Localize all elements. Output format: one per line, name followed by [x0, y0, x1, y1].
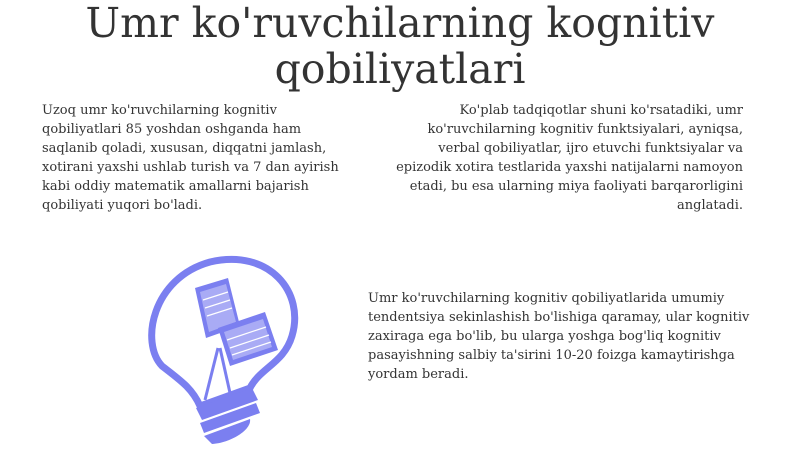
lightbulb-book-icon — [100, 248, 310, 448]
paragraph-right: Ko'plab tadqiqotlar shuni ko'rsatadiki, umr ko'ruvchilarning kognitiv funktsiyalari, ayniqsa, verbal qobiliyatlar, ijro etuvchi funktsiyalar va epizodik xotira testlarida yaxshi natijalarni namoyon etadi, bu esa ularning miya faoliyati barqarorligini anglatadi. — [396, 103, 743, 213]
paragraph-bottom: Umr ko'ruvchilarning kognitiv qobiliyatlarida umumiy tendentsiya sekinlashish bo'lishiga qaramay, ular kognitiv zaxiraga ega bo'lib, bu ularga yoshga bog'liq kognitiv pasayishning salbiy ta'sirini 10-20 foizga kamaytirishga yordam beradi. — [368, 291, 750, 382]
paragraph-left: Uzoq umr ko'ruvchilarning kognitiv qobiliyatlari 85 yoshdan oshganda ham saqlanib qoladi, xususan, diqqatni jamlash, xotirani yaxshi ushlab turish va 7 dan ayirish kabi oddiy matematik amallarni bajarish qobiliyati yuqori bo'ladi. — [42, 103, 339, 213]
page-title: Umr ko'ruvchilarning kognitiv qobiliyatlari — [85, 0, 715, 93]
